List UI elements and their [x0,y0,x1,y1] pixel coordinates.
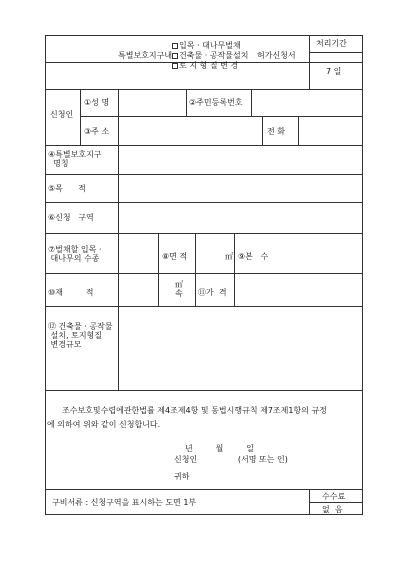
addressee: 귀하 [174,472,190,481]
declaration-line-2: 에 의하여 위와 같이 신청합니다. [47,420,161,429]
volume-unit: ㎥ 속 [175,280,183,299]
species-label: ⑦벌채할 입목 · 대나무의 수종 [48,245,102,264]
checkbox-icon [172,53,178,59]
option-land-change: 토 지 형 질 변 경 [172,61,248,71]
applicant-signature-line: 신청인 (서명 또는 인) [174,455,288,464]
price-label: ⑪가 격 [198,288,227,297]
address-label: ③주 소 [84,127,110,136]
volume-label: ⑩재 적 [48,288,94,297]
name-label: ①성 명 [84,98,110,107]
land-area-label: ⑧면 적 [162,252,188,261]
form-title-suffix: 허가신청서 [257,51,296,60]
request-area-label: ⑥신청 구역 [48,213,94,222]
form-title-prefix: 특별보호지구내 [118,51,173,60]
form-title-options [172,41,248,71]
construction-scale-label: ⑫ 건축물 · 공작물 설치, 토지형질 변경규모 [48,322,113,350]
application-date: 년 월 일 [185,444,254,453]
fee-value: 없 음 [322,505,343,514]
checkbox-icon [172,43,178,49]
checkbox-icon [172,63,178,69]
option-tree-felling: 입목 · 대나무벌채 [172,41,248,51]
option-construction: 건축물 · 공작물설치 [172,51,248,61]
phone-label: 전 화 [267,127,285,136]
resident-id-label: ②주민등록번호 [189,98,243,107]
tree-count-label: ⑨본 수 [238,252,269,261]
purpose-label: ⑤목 적 [48,184,86,193]
fee-label: 수수료 [322,492,346,501]
district-name-label: ④특별보호지구 명칭 [48,150,102,169]
processing-period-label: 처리기간 [316,39,347,48]
declaration-line-1: 조수보호및수렵에관한법률 제4조제4항 및 동법시행규칙 제7조제1항의 규정 [62,406,327,415]
area-unit: ㎡ [225,252,233,261]
processing-period-value: 7 일 [326,67,342,76]
required-documents: 구비서류 : 신청구역을 표시하는 도면 1부 [52,498,197,507]
applicant-label: 신청인 [50,110,74,119]
